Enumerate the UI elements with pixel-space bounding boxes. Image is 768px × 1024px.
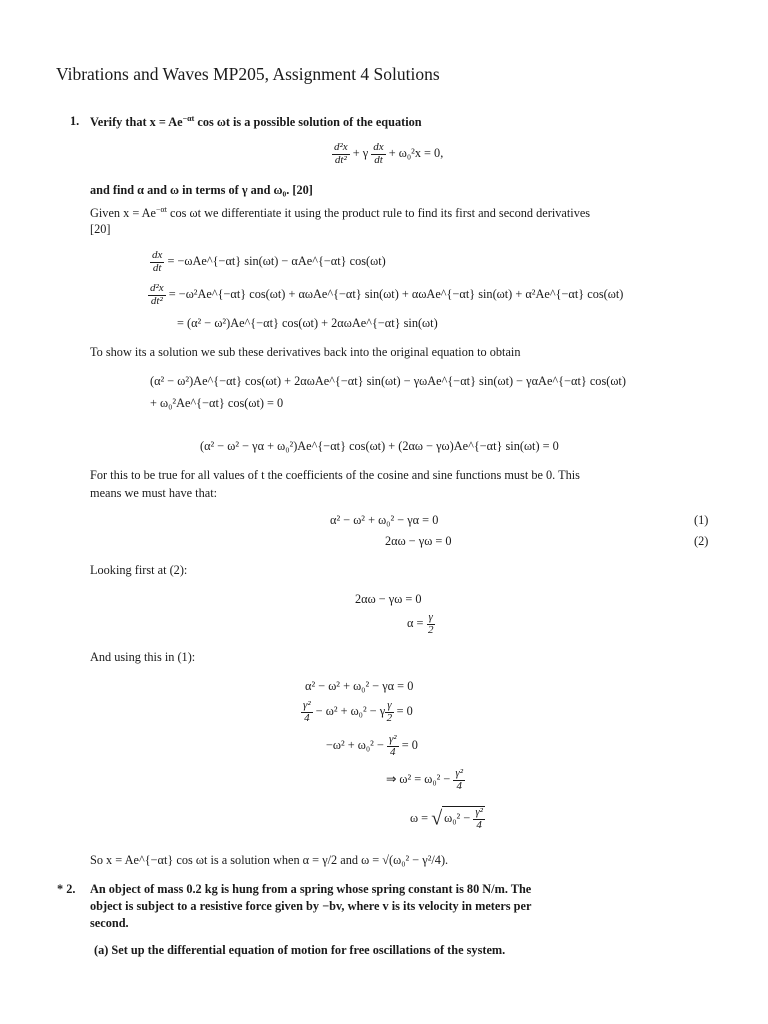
q1-intro-line1: Given $x = Ae^{-\alpha t}$ cos ωt we differentiate it using the product rule to find its first and second derivatives	[90, 205, 591, 221]
q2-part-a: (a) Set up the differential equation of motion for free oscillations of the system.	[94, 943, 506, 957]
q2-line2: object is subject to a resistive force given by −bv, where v is its velocity in meters per	[90, 899, 532, 913]
q1-look-text: Looking first at (2):	[90, 563, 188, 577]
q1-using-eq1: α² − ω² + ω₀² − γα = 0	[305, 679, 414, 693]
q1-using-text: And using this in (1):	[90, 650, 196, 664]
q1-second-derivative-simplified: = (α² − ω²)Ae^{−αt} cos(ωt) + 2αωAe^{−αt} sin(ωt)	[177, 316, 438, 330]
q1-prompt: Verify that $x = Ae^{-\alpha t}$ cos ωt is a possible solution of the equation	[90, 114, 422, 130]
q2-line1: An object of mass 0.2 kg is hung from a spring whose spring constant is 80 N/m. The	[90, 882, 532, 896]
q1-sub-eq-line1: (α² − ω²)Ae^{−αt} cos(ωt) + 2αωAe^{−αt} sin(ωt) − γωAe^{−αt} sin(ωt) − γαAe^{−αt} cos(ωt)	[150, 374, 626, 388]
q1-prompt-b: and find α and ω in terms of γ and ω₀. [20]	[90, 183, 313, 197]
q1-eq1: α² − ω² + ω₀² − γα = 0	[330, 513, 439, 527]
q1-using-eq5: ω = √ ω₀² − $\frac{\text{γ²}}{4}$	[410, 806, 483, 831]
q1-coef-text2: means we must have that:	[90, 486, 218, 500]
q1-using-eq2: $\frac{\text{γ²}}{4}$ − ω² + ω₀² − γ $\frac{\gamma}{2}$ = 0	[303, 699, 413, 724]
q1-combined-equation: (α² − ω² − γα + ω₀²)Ae^{−αt} cos(ωt) + (2αω − γω)Ae^{−αt} sin(ωt) = 0	[200, 439, 559, 453]
q1-first-derivative: $\frac{dx}{dt}$ = −ωAe^{−αt} sin(ωt) − αAe^{−αt} cos(ωt)	[152, 249, 386, 274]
q1-eq1-label: (1)	[694, 513, 709, 527]
q1-number: 1.	[70, 114, 80, 128]
q1-sub-eq-line2: + ω₀²Ae^{−αt} cos(ωt) = 0	[150, 396, 284, 410]
q1-using-eq4: ⇒ ω² = ω₀² − $\frac{\text{γ²}}{4}$	[386, 767, 464, 792]
q1-look-eq1: 2αω − γω = 0	[355, 592, 422, 606]
page-title: Vibrations and Waves MP205, Assignment 4 Solutions	[56, 64, 440, 84]
q1-main-equation: $\frac{\text{d²x}}{\text{dt²}}$ + γ $\frac{dx}{dt}$ + ω₀²x = 0,	[334, 141, 444, 166]
q1-using-eq3: −ω² + ω₀² − $\frac{\text{γ²}}{4}$ = 0	[326, 733, 418, 758]
q2-number: * 2.	[57, 882, 76, 896]
q1-eq2-label: (2)	[694, 534, 709, 548]
q1-conclusion: So x = Ae^{−αt} cos ωt is a solution when α = γ/2 and ω = √(ω₀² − γ²/4).	[90, 853, 449, 867]
q1-second-derivative: $\frac{\text{d²x}}{\text{dt²}}$ = −ω²Ae^{−αt} cos(ωt) + αωAe^{−αt} sin(ωt) + αωAe^{−αt} sin(ωt) + α²Ae^{−αt} cos(ωt)	[150, 282, 624, 307]
q1-coef-text1: For this to be true for all values of t the coefficients of the cosine and sine functions must be 0. This	[90, 468, 580, 482]
q1-look-eq2: α = $\frac{\gamma}{2}$	[407, 611, 434, 636]
q1-sub-text: To show its a solution we sub these derivatives back into the original equation to obtain	[90, 345, 521, 359]
q1-intro-line2: [20]	[90, 222, 111, 236]
q2-line3: second.	[90, 916, 129, 930]
q1-eq2: 2αω − γω = 0	[385, 534, 452, 548]
